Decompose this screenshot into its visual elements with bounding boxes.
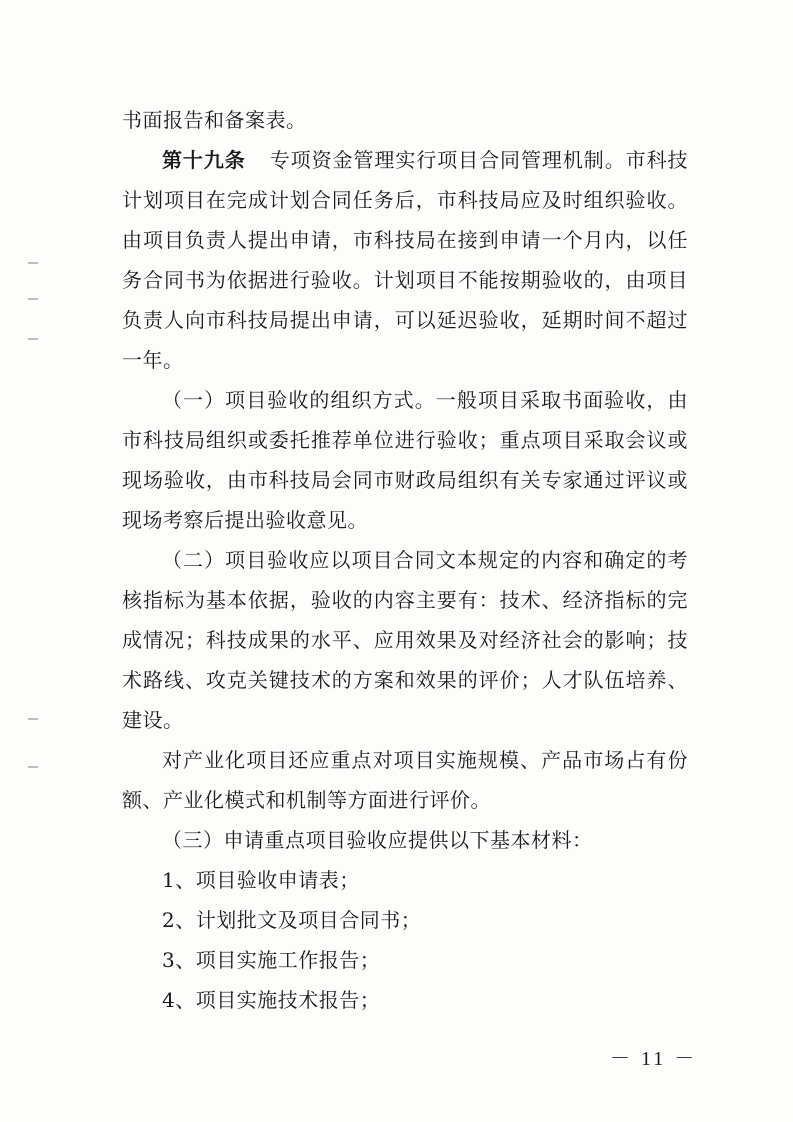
article-body: 专项资金管理实行项目合同管理机制。市科技计划项目在完成计划合同任务后，市科技局应及时组织验收。由项目负责人提出申请，市科技局在接到申请一个月内，以任务合同书为依据进行验收。计划项目不能按期验收的，由项目负责人向市科技局提出申请，可以延迟验收，延期时间不超过一年。: [122, 148, 689, 372]
body-text: [122, 100, 688, 1020]
industrialization-paragraph: 对产业化项目还应重点对项目实施规模、产品市场占有份额、产业化模式和机制等方面进行评价。: [122, 748, 688, 812]
article-19-paragraph: [122, 140, 688, 380]
scan-mark: [28, 718, 38, 720]
clause-3-paragraph: （三）申请重点项目验收应提供以下基本材料：: [162, 828, 593, 852]
scan-mark: [28, 338, 38, 340]
scan-mark: [28, 766, 38, 768]
article-number: 第十九条: [162, 148, 246, 172]
clause-2-paragraph: （二）项目验收应以项目合同文本规定的内容和确定的考核指标为基本依据，验收的内容主要有：技术、经济指标的完成情况；科技成果的水平、应用效果及对经济社会的影响；技术路线、攻克关键技术的方案和效果的评价；人才队伍培养、建设。: [122, 548, 688, 732]
list-item: 4、项目实施技术报告；: [162, 988, 381, 1012]
list-item: 1、项目验收申请表；: [162, 868, 360, 892]
scan-mark: [28, 262, 38, 264]
paragraph-continuation: 书面报告和备案表。: [122, 108, 307, 132]
page-number: － 11 －: [610, 1048, 698, 1070]
list-item: 3、项目实施工作报告；: [162, 948, 381, 972]
list-item: 2、计划批文及项目合同书；: [162, 908, 422, 932]
clause-1-paragraph: （一）项目验收的组织方式。一般项目采取书面验收，由市科技局组织或委托推荐单位进行验收；重点项目采取会议或现场验收，由市科技局会同市财政局组织有关专家通过评议或现场考察后提出验收意见。: [122, 388, 688, 532]
scan-mark: [28, 298, 38, 300]
